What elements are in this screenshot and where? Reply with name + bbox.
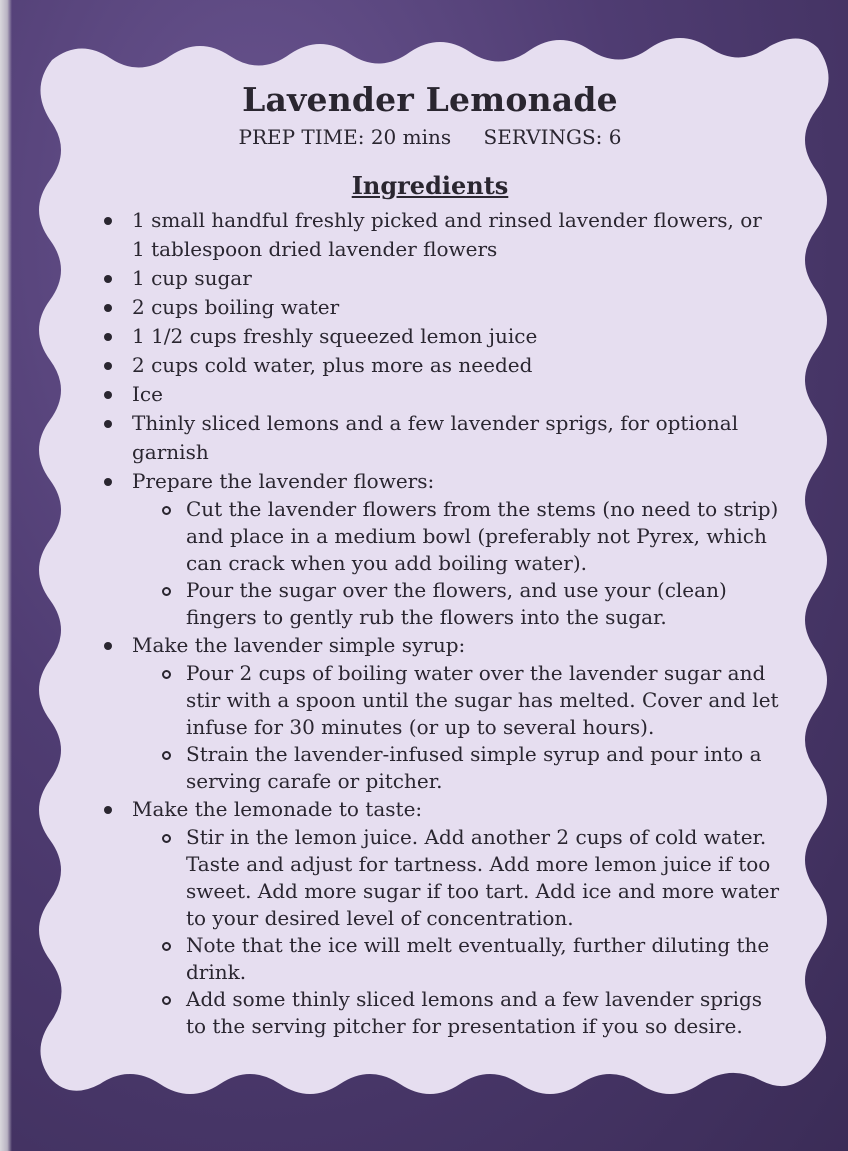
list-item: 1 cup sugar: [80, 264, 780, 293]
step-heading: Make the lemonade to taste:: [132, 797, 423, 821]
list-item: Ice: [80, 380, 780, 409]
substep-item: Add some thinly sliced lemons and a few lavender sprigs to the serving pitcher for presentation if you so desire.: [150, 986, 780, 1040]
substep-list: [150, 496, 780, 631]
substep-item: Pour the sugar over the flowers, and use your (clean) fingers to gently rub the flowers into the sugar.: [150, 577, 780, 631]
list-item: 2 cups cold water, plus more as needed: [80, 351, 780, 380]
step-heading: Make the lavender simple syrup:: [132, 633, 466, 657]
list-item: 1 1/2 cups freshly squeezed lemon juice: [80, 322, 780, 351]
recipe-title: Lavender Lemonade: [242, 80, 618, 119]
list-item: Thinly sliced lemons and a few lavender sprigs, for optional garnish: [80, 409, 780, 467]
list-item: 2 cups boiling water: [80, 293, 780, 322]
recipe-meta: [80, 125, 780, 149]
step-item: [80, 631, 780, 795]
step-item: [80, 795, 780, 1040]
substep-list: [150, 660, 780, 795]
substep-item: Strain the lavender-infused simple syrup and pour into a serving carafe or pitcher.: [150, 741, 780, 795]
ingredients-list: [80, 206, 780, 1040]
ingredients-heading: Ingredients: [351, 171, 509, 200]
substep-item: Cut the lavender flowers from the stems (no need to strip) and place in a medium bowl (preferably not Pyrex, which can crack when you add boiling water).: [150, 496, 780, 577]
substep-list: [150, 824, 780, 1040]
substep-item: Pour 2 cups of boiling water over the lavender sugar and stir with a spoon until the sugar has melted. Cover and let infuse for 30 minutes (or up to several hours).: [150, 660, 780, 741]
recipe-card: [80, 70, 780, 1040]
step-item: [80, 467, 780, 631]
servings: SERVINGS: 6: [483, 125, 622, 149]
list-item: 1 small handful freshly picked and rinsed lavender flowers, or 1 tablespoon dried lavender flowers: [80, 206, 780, 264]
prep-time: PREP TIME: 20 mins: [238, 125, 452, 149]
substep-item: Note that the ice will melt eventually, further diluting the drink.: [150, 932, 780, 986]
step-heading: Prepare the lavender flowers:: [132, 469, 435, 493]
substep-item: Stir in the lemon juice. Add another 2 cups of cold water. Taste and adjust for tartness. Add more lemon juice if too sweet. Add more sugar if too tart. Add ice and more water to your desired level of concentration.: [150, 824, 780, 932]
